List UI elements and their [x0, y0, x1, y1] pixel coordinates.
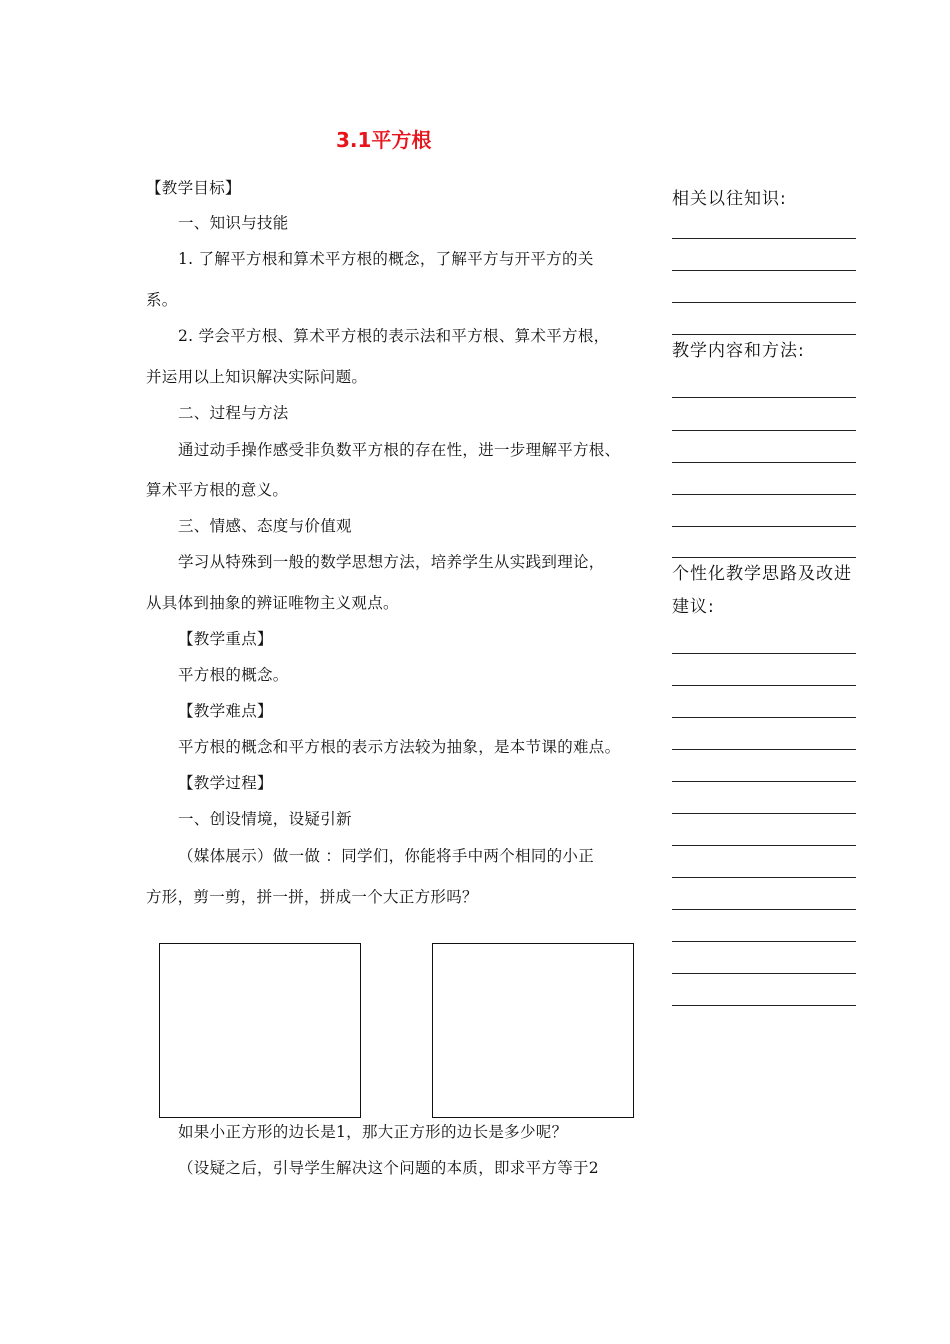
fill-in-line — [672, 941, 856, 942]
paragraph-line: 并运用以上知识解决实际问题。 — [146, 368, 368, 386]
fill-in-line — [672, 334, 856, 335]
fill-in-line — [672, 302, 856, 303]
section-heading-objectives: 【教学目标】 — [146, 179, 241, 197]
fill-in-line — [672, 973, 856, 974]
sidebar-label-suggestions: 建议: — [672, 597, 715, 617]
paragraph-line: 学习从特殊到一般的数学思想方法，培养学生从实践到理论， — [178, 553, 605, 571]
paragraph-line: （设疑之后，引导学生解决这个问题的本质，即求平方等于2 — [178, 1159, 599, 1177]
fill-in-line — [672, 397, 856, 398]
fill-in-line — [672, 717, 856, 718]
fill-in-line — [672, 494, 856, 495]
paragraph-line: （媒体展示）做一做 ：同学们，你能将手中两个相同的小正 — [178, 847, 595, 865]
paragraph-line: 方形，剪一剪，拼一拼，拼成一个大正方形吗？ — [146, 888, 478, 906]
paragraph-line: 2. 学会平方根、算术平方根的表示法和平方根、算术平方根， — [178, 327, 610, 345]
fill-in-line — [672, 270, 856, 271]
fill-in-line — [672, 877, 856, 878]
fill-in-line — [672, 430, 856, 431]
section-heading-key-points: 【教学重点】 — [178, 630, 273, 648]
sidebar-label-personalized: 个性化教学思路及改进 — [672, 564, 852, 584]
fill-in-line — [672, 909, 856, 910]
fill-in-line — [672, 653, 856, 654]
fill-in-line — [672, 813, 856, 814]
subheading-create-scenario: 一、创设情境，设疑引新 — [178, 810, 352, 828]
paragraph-line: 1. 了解平方根和算术平方根的概念，了解平方与开平方的关 — [178, 250, 594, 268]
section-heading-difficulties: 【教学难点】 — [178, 702, 273, 720]
paragraph-line: 平方根的概念和平方根的表示方法较为抽象，是本节课的难点。 — [178, 738, 621, 756]
fill-in-line — [672, 557, 856, 558]
paragraph-line: 通过动手操作感受非负数平方根的存在性，进一步理解平方根、 — [178, 441, 621, 459]
small-square-figure-left — [159, 943, 361, 1118]
fill-in-line — [672, 685, 856, 686]
fill-in-line — [672, 1005, 856, 1006]
paragraph-line: 从具体到抽象的辨证唯物主义观点。 — [146, 594, 399, 612]
paragraph-line: 如果小正方形的边长是1，那大正方形的边长是多少呢？ — [178, 1123, 568, 1141]
sidebar-label-content-method: 教学内容和方法: — [672, 341, 805, 361]
subheading-knowledge-skills: 一、知识与技能 — [178, 214, 289, 232]
paragraph-line: 算术平方根的意义。 — [146, 481, 289, 499]
paragraph-line: 平方根的概念。 — [178, 666, 289, 684]
fill-in-line — [672, 526, 856, 527]
small-square-figure-right — [432, 943, 634, 1118]
sidebar-label-prior-knowledge: 相关以往知识: — [672, 189, 787, 209]
fill-in-line — [672, 238, 856, 239]
subheading-process-method: 二、过程与方法 — [178, 404, 289, 422]
page-title: 3.1平方根 — [336, 128, 432, 152]
fill-in-line — [672, 749, 856, 750]
fill-in-line — [672, 462, 856, 463]
section-heading-process: 【教学过程】 — [178, 774, 273, 792]
fill-in-line — [672, 781, 856, 782]
subheading-attitude-values: 三、情感、态度与价值观 — [178, 517, 352, 535]
paragraph-line: 系。 — [146, 291, 178, 309]
fill-in-line — [672, 845, 856, 846]
